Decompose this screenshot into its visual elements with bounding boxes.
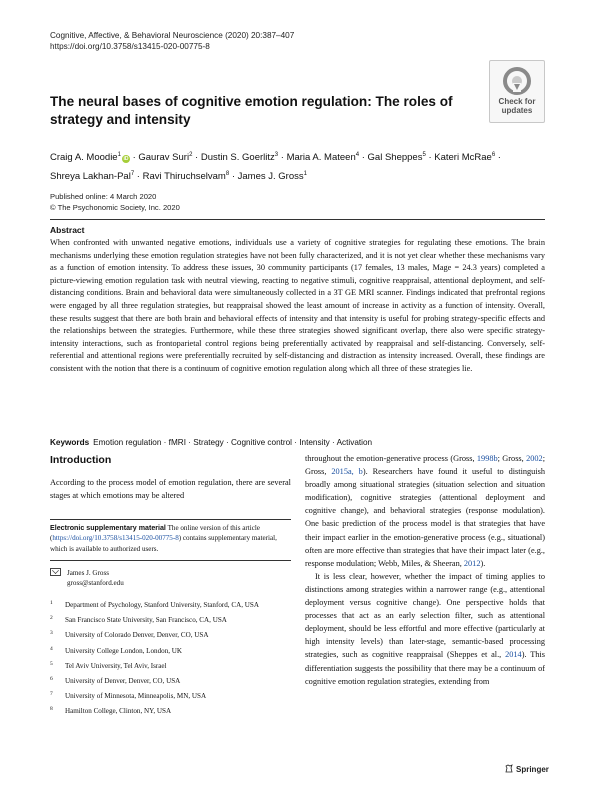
author-name[interactable]: · Gaurav Suri [129,152,190,163]
author-name[interactable]: · Kateri McRae [425,152,492,163]
right-column [305,452,545,688]
author-name[interactable]: Shreya Lakhan-Pal [50,171,131,182]
author-name[interactable]: · Dustin S. Goerlitz [192,152,275,163]
footnote-divider [50,519,291,520]
citation-link[interactable]: 1998b [476,454,498,463]
author-name[interactable]: · James J. Gross [229,171,304,182]
affiliation-marker: 2 [189,152,193,158]
publisher-logo [505,764,549,775]
author-name[interactable]: · Gal Sheppes [359,152,423,163]
affiliation-item: 8 Hamilton College, Clinton, NY, USA [50,706,172,716]
citation-link[interactable]: 2012 [463,558,481,568]
author-line-2 [50,166,520,185]
affiliation-marker: 1 [117,152,121,158]
keywords [50,437,545,449]
author-separator: · [495,152,501,163]
affiliation-item: 6 University of Denver, Denver, CO, USA [50,676,181,686]
affiliation-item: 5 Tel Aviv University, Tel Aviv, Israel [50,660,167,670]
divider [50,219,545,220]
abstract-heading: Abstract [50,225,85,235]
published-date: Published online: 4 March 2020 [50,192,157,201]
publication-info [50,191,180,213]
affiliation-item: 1 Department of Psychology, Stanford University, Stanford, CA, USA [50,600,259,609]
affiliation-marker: 7 [130,171,135,177]
affiliation-marker: 3 [274,152,279,158]
author-name[interactable]: · Ravi Thiruchselvam [134,171,226,182]
citation-link[interactable]: 2015a, b [331,467,363,477]
intro-paragraph: According to the process model of emotion regulation, there are several stages at which emotions may be altered [50,478,291,500]
affiliation-item: 7 University of Minnesota, Minneapolis, MN, USA [50,691,207,701]
supplementary-material-note [50,523,291,554]
body-paragraph: throughout the emotion-generative process (Gross, 1998b; Gross, 2002; Gross, 2015a, b). Researchers have found it useful to distinguish broadly among situational strategies (situation selection and situation modification), cognitive strategies (attentional deployment and cognitive change), and behavioral strategies (response modulation). One basic prediction of the process model is that strategies that have their impact earlier in the emotion-generative process (e.g., situational) often are more effective than strategies that have their impact later (e.g., response modulation; Webb, Miles, & Sheeran, 2012). [305,454,546,568]
section-heading-introduction: Introduction [50,454,112,466]
body-paragraph: It is less clear, however, whether the impact of timing applies to distinctions among strategies within a narrower range (e.g., attentional deployment versus cognitive change). One perspective holds that processes that act as an early selection filter, such as attentional deployment, should be less effortful and more effective (particularly at high intensity levels) than later-stage, semantic-based processing strategies, such as cognitive reappraisal (Sheppes et al., 2014). This differentiation suggests the possibility that there may be a continuum of cognitive emotion regulation strategies, extending from [305,571,545,686]
footnote-divider [50,560,291,561]
corresponding-email[interactable]: gross@stanford.edu [67,579,124,588]
springer-horse-icon [505,764,513,773]
affiliation-marker: 8 [225,171,230,177]
affiliation-marker: 4 [355,152,360,158]
publisher-name: Springer [516,765,549,774]
affiliation-item: 2 San Francisco State University, San Francisco, CA, USA [50,615,227,625]
esm-doi-link[interactable]: https://doi.org/10.3758/s13415-020-00775-8 [52,534,179,543]
affiliation-list [50,598,300,720]
author-name[interactable]: · Maria A. Mateen [278,152,356,163]
orcid-icon[interactable]: iD [123,156,129,162]
abstract-text: When confronted with unwanted negative emotions, individuals use a variety of cognitive strategies for regulating these emotions. The brain mechanisms underlying these emotion regulation strategies have not been fully characterized, and it is not yet clear whether these mechanisms vary as a function of emotion intensity. To address these issues, 30 community participants (17 females, 13 males, Mage = 24.3 years) completed a picture-viewing emotion regulation task with neutral viewing, reacting to negative stimuli, cognitive reappraisal, attentional deployment, and self-distancing conditions. Brain and behavioral data were simultaneously collected in a 3T GE MRI scanner. Findings indicated that prefrontal regions were engaged by all three regulation strategies, but reappraisal showed the least amount of increase in activity as a function of intensity. Overall, these results suggest that there are both brain and behavioral effects of intensity and that intensity is useful for probing strategy-specific effects and the relationships between the strategies. Furthermore, while these three strategies showed significant overlap, there also were specific strategy-intensity interactions, such as frontoparietal control regions being preferentially activated by reappraisal and self-distancing. Conversely, self-referential and attentional regions were preferentially recruited by self-distancing and distraction as intensity increased. Overall, these findings are consistent with the notion that there is a continuum of cognitive emotion regulation along which all three of these strategies lie. [50,238,545,373]
check-for-label: Check for [498,97,536,106]
affiliation-item: 3 University of Colorado Denver, Denver, CO, USA [50,630,209,640]
article-title: The neural bases of cognitive emotion regulation: The roles of strategy and intensity [50,94,453,127]
correspondence [50,568,124,589]
crossmark-icon [502,66,532,96]
author-line-1 [50,147,520,166]
envelope-icon [50,568,61,576]
check-for-updates-badge[interactable] [489,60,545,123]
keywords-label: Keywords [50,438,90,447]
affiliation-item: 4 University College London, London, UK [50,645,183,655]
corresponding-author: James J. Gross [67,569,109,577]
affiliation-marker: 1 [303,171,307,177]
journal-doi-link[interactable]: https://doi.org/10.3758/s13415-020-00775-8 [50,42,210,51]
journal-header [50,30,294,52]
copyright-notice: © The Psychonomic Society, Inc. 2020 [50,203,180,212]
citation-link[interactable]: 2014 [505,650,522,660]
updates-label: updates [501,106,533,115]
journal-citation: Cognitive, Affective, & Behavioral Neuroscience (2020) 20:387–407 [50,31,295,40]
esm-text: ) contains supplementary material, which is available to authorized users. [50,534,277,553]
esm-label: Electronic supplementary material [50,524,166,532]
esm-text: The online version of this article ( [50,524,260,543]
author-name[interactable]: Craig A. Moodie [50,152,118,163]
citation-link[interactable]: 2002 [526,454,543,463]
author-list [50,147,520,185]
affiliation-marker: 6 [491,152,496,158]
keywords-list: Emotion regulation · fMRI · Strategy · Cognitive control · Intensity · Activation [93,438,373,447]
affiliation-marker: 5 [422,152,426,158]
